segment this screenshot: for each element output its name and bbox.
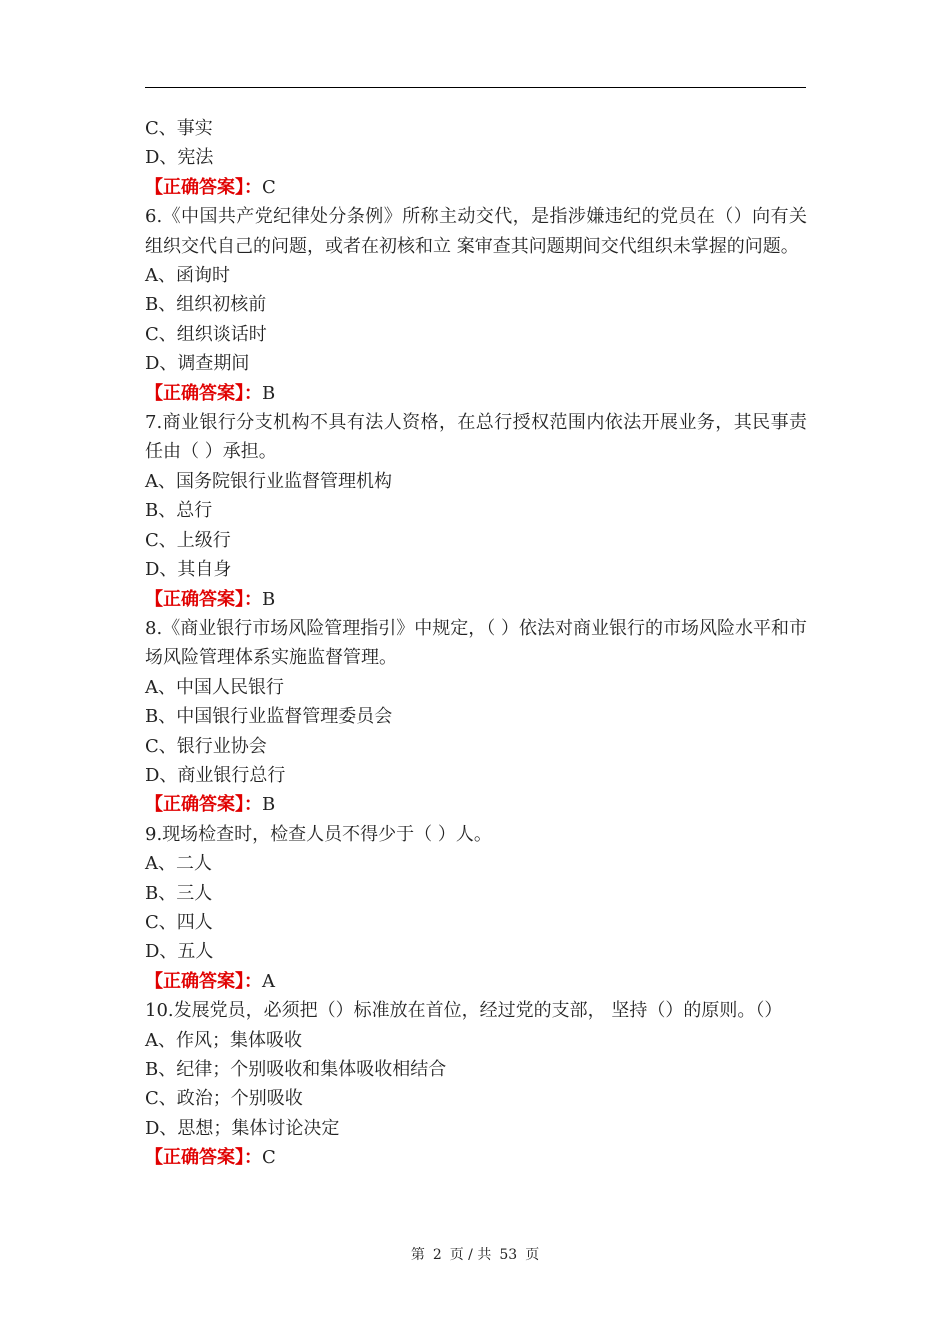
page-current: 2 <box>432 1247 442 1263</box>
option-item: C、四人 <box>145 911 213 933</box>
option-item: C、组织谈话时 <box>145 323 267 345</box>
option-item: A、作风；集体吸收 <box>145 1029 302 1051</box>
option-item: D、其自身 <box>145 559 232 581</box>
answer-label: 【正确答案】： <box>145 794 262 816</box>
question-text: 8.《商业银行市场风险管理指引》中规定，（ ）依法对商业银行的市场风险水平和市场风险管理体系实施监督管理。 <box>145 617 807 669</box>
page-mid: 页 / 共 <box>449 1247 492 1263</box>
option-item: D、五人 <box>145 941 214 963</box>
answer-line <box>145 967 807 996</box>
question-text: 7.商业银行分支机构不具有法人资格，在总行授权范围内依法开展业务，其民事责任由（ ）承担。 <box>145 412 807 463</box>
question-text: 10.发展党员，必须把（）标准放在首位，经过党的支部， 坚持（）的原则。（） <box>145 1000 783 1022</box>
option-item: C、银行业协会 <box>145 735 267 757</box>
answer-label: 【正确答案】： <box>145 382 262 404</box>
answer-value: B <box>262 588 276 610</box>
option-item: D、宪法 <box>145 147 214 169</box>
answer-line <box>145 379 807 408</box>
option-item: A、中国人民银行 <box>145 676 284 698</box>
page-total: 53 <box>499 1247 518 1263</box>
answer-label: 【正确答案】： <box>145 176 262 198</box>
answer-value: C <box>262 176 276 198</box>
option-item: C、上级行 <box>145 529 231 551</box>
answer-line <box>145 1143 807 1172</box>
option-item: B、中国银行业监督管理委员会 <box>145 706 393 728</box>
option-item: D、商业银行总行 <box>145 764 286 786</box>
option-item: A、二人 <box>145 853 212 875</box>
answer-label: 【正确答案】： <box>145 970 262 992</box>
page-suffix: 页 <box>525 1247 540 1263</box>
question-text: 6.《中国共产党纪律处分条例》所称主动交代，是指涉嫌违纪的党员在（）向有关组织交代自己的问题，或者在初核和立 案审查其问题期间交代组织未掌握的问题。 <box>145 206 807 257</box>
option-item: B、纪律；个别吸收和集体吸收相结合 <box>145 1059 447 1080</box>
answer-line <box>145 585 807 614</box>
document-body <box>145 114 807 1173</box>
answer-value: C <box>262 1147 276 1169</box>
answer-line <box>145 173 807 202</box>
option-item: B、三人 <box>145 882 213 904</box>
answer-value: A <box>262 970 275 992</box>
option-item: C、事实 <box>145 118 213 139</box>
option-item: C、政治；个别吸收 <box>145 1088 303 1110</box>
answer-label: 【正确答案】： <box>145 588 262 610</box>
option-item: A、函询时 <box>145 265 230 287</box>
header-rule <box>145 87 806 88</box>
answer-line <box>145 790 807 819</box>
answer-label: 【正确答案】： <box>145 1147 262 1169</box>
option-item: D、思想；集体讨论决定 <box>145 1117 340 1139</box>
option-item: A、国务院银行业监督管理机构 <box>145 470 392 492</box>
answer-value: B <box>262 382 276 404</box>
option-item: D、调查期间 <box>145 353 250 375</box>
option-item: B、组织初核前 <box>145 294 267 316</box>
answer-value: B <box>262 794 276 816</box>
page-footer <box>0 1244 950 1264</box>
question-text: 9.现场检查时，检查人员不得少于（ ）人。 <box>145 823 492 845</box>
option-item: B、总行 <box>145 500 213 522</box>
page-prefix: 第 <box>410 1247 425 1263</box>
